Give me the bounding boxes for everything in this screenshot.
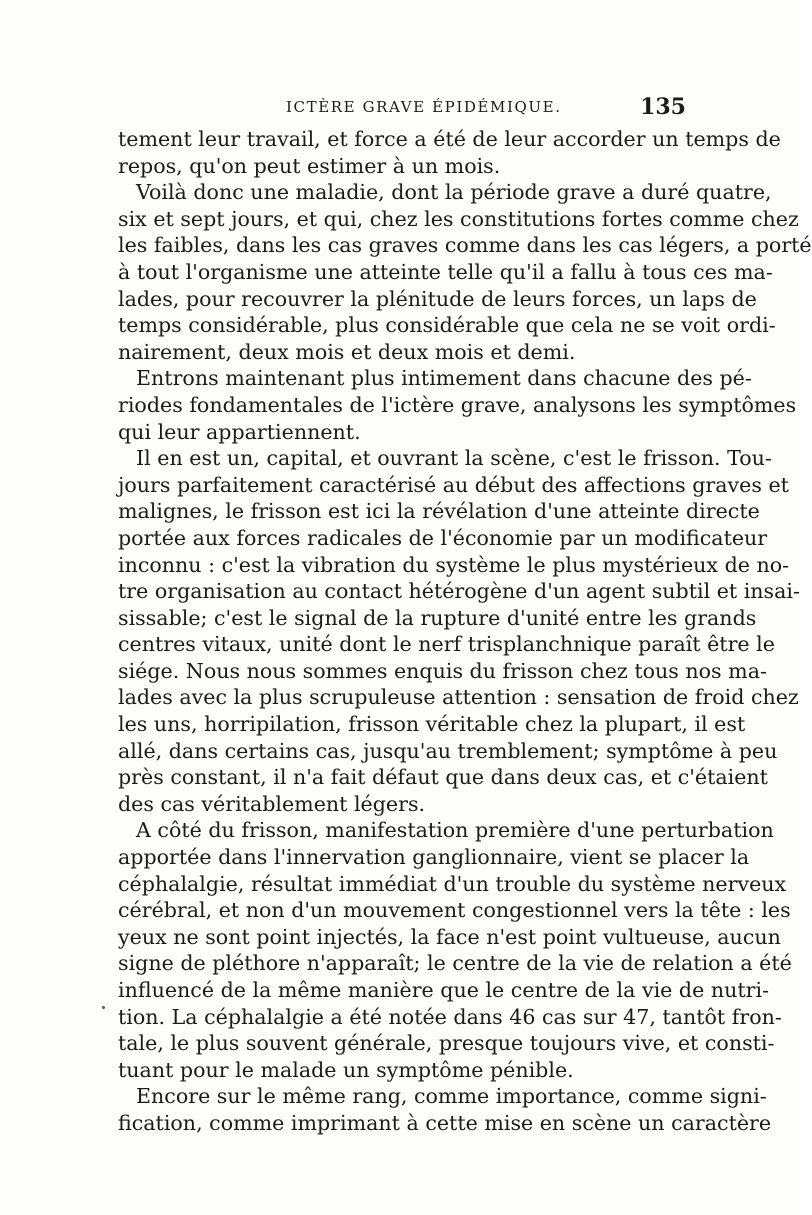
text-line: inconnu : c'est la vibration du système le plus mystérieux de no-	[118, 552, 790, 577]
text-line: centres vitaux, unité dont le nerf trisplanchnique paraît être le	[118, 632, 775, 657]
text-line: yeux ne sont point injectés, la face n'est point vultueuse, aucun	[118, 924, 781, 949]
text-line: tuant pour le malade un symptôme pénible.	[118, 1057, 574, 1082]
text-line: Encore sur le même rang, comme importance, comme signi-	[136, 1084, 767, 1109]
text-line: riodes fondamentales de l'ictère grave, analysons les symptômes	[118, 392, 797, 417]
text-line: repos, qu'on peut estimer à un mois.	[118, 153, 501, 178]
text-line: Il en est un, capital, et ouvrant la scène, c'est le frisson. Tou-	[136, 446, 772, 471]
text-line: cérébral, et non d'un mouvement congestionnel vers la tête : les	[118, 898, 791, 923]
text-line: malignes, le frisson est ici la révélation d'une atteinte directe	[118, 499, 760, 524]
text-line: Voilà donc une maladie, dont la période grave a duré quatre,	[136, 180, 772, 205]
text-line: siége. Nous nous sommes enquis du frisson chez tous nos ma-	[118, 658, 767, 683]
text-line: céphalalgie, résultat immédiat d'un trouble du système nerveux	[118, 871, 787, 896]
text-line: six et sept jours, et qui, chez les constitutions fortes comme chez	[118, 206, 799, 231]
text-line: apportée dans l'innervation ganglionnaire, vient se placer la	[118, 845, 750, 870]
text-line: allé, dans certains cas, jusqu'au tremblement; symptôme à peu	[118, 738, 778, 763]
text-line: jours parfaitement caractérisé au début des affections graves et	[118, 472, 789, 497]
text-line: lades, pour recouvrer la plénitude de leurs forces, un laps de	[118, 286, 757, 311]
text-line: nairement, deux mois et deux mois et demi.	[118, 339, 576, 364]
text-line: lades avec la plus scrupuleuse attention : sensation de froid chez	[118, 685, 799, 710]
text-line: tre organisation au contact hétérogène d'un agent subtil et insai-	[118, 579, 800, 604]
text-line: près constant, il n'a fait défaut que dans deux cas, et c'étaient	[118, 765, 768, 790]
text-line: qui leur appartiennent.	[118, 419, 361, 444]
text-line: des cas véritablement légers.	[118, 791, 426, 816]
text-line: les uns, horripilation, frisson véritable chez la plupart, il est	[118, 712, 746, 737]
text-line: à tout l'organisme une atteinte telle qu'il a fallu à tous ces ma-	[118, 259, 773, 284]
text-line: temps considérable, plus considérable que cela ne se voit ordi-	[118, 313, 776, 338]
text-line: A côté du frisson, manifestation première d'une perturbation	[136, 818, 774, 843]
running-head	[118, 94, 686, 124]
text-line: tion. La céphalalgie a été notée dans 46 cas sur 47, tantôt fron-	[118, 1004, 782, 1029]
text-line: fication, comme imprimant à cette mise en scène un caractère	[118, 1110, 772, 1135]
body-text	[118, 126, 812, 1137]
text-line: sissable; c'est le signal de la rupture d'unité entre les grands	[118, 605, 757, 630]
margin-mark	[102, 1006, 105, 1009]
text-line: tement leur travail, et force a été de leur accorder un temps de	[118, 127, 781, 151]
page-number: 135	[640, 94, 686, 120]
text-line: influencé de la même manière que le centre de la vie de nutri-	[118, 978, 770, 1002]
text-line: portée aux forces radicales de l'économie par un modificateur	[118, 525, 768, 550]
running-title: ICTÈRE GRAVE ÉPIDÉMIQUE.	[286, 98, 562, 116]
text-line: signe de pléthore n'apparaît; le centre de la vie de relation a été	[118, 951, 792, 976]
text-line: Entrons maintenant plus intimement dans chacune des pé-	[136, 366, 752, 391]
text-line: tale, le plus souvent générale, presque toujours vive, et consti-	[118, 1031, 775, 1056]
text-line: les faibles, dans les cas graves comme dans les cas légers, a porté	[118, 233, 812, 258]
